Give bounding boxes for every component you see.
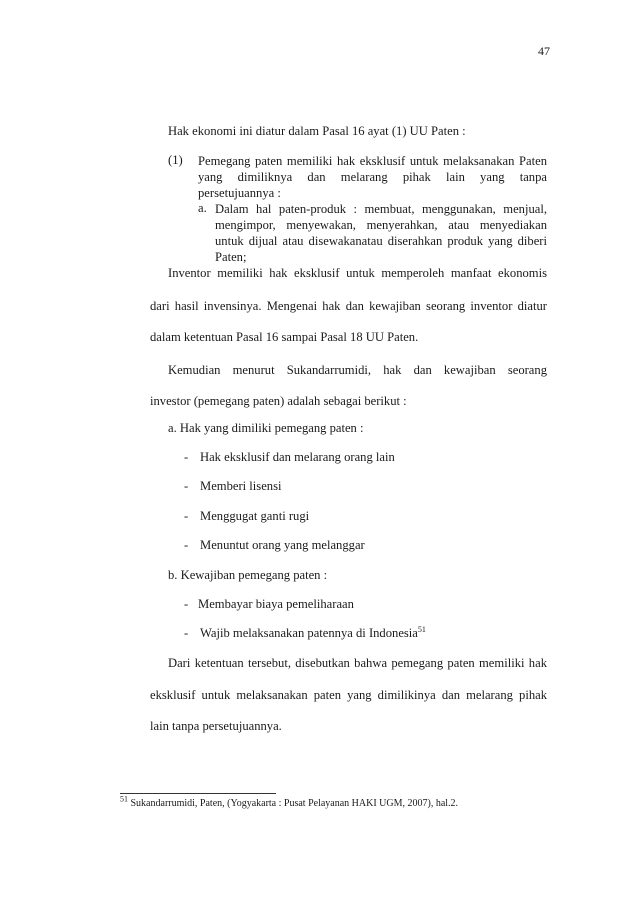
paragraph-line: lain tanpa persetujuannya. <box>150 719 282 733</box>
article-sub-marker: a. <box>198 201 207 215</box>
obligations-item: Membayar biaya pemeliharaan <box>198 597 354 611</box>
footnote <box>120 794 459 809</box>
article-line: persetujuannya : <box>198 186 281 200</box>
footnote-number: 51 <box>120 794 128 804</box>
paragraph-line: eksklusif untuk melaksanakan paten yang dimilikinya dan melarang pihak <box>150 688 547 702</box>
paragraph-line: Kemudian menurut Sukandarrumidi, hak dan kewajiban seorang <box>168 363 547 377</box>
rights-item: Menuntut orang yang melanggar <box>200 538 365 552</box>
footnote-reference: 51 <box>417 624 426 634</box>
obligations-heading: b. Kewajiban pemegang paten : <box>168 568 328 582</box>
footnote-text: Sukandarrumidi, Paten, (Yogyakarta : Pusat Pelayanan HAKI UGM, 2007), hal.2. <box>128 798 459 809</box>
bullet-dash: - <box>184 509 189 523</box>
paragraph-line: investor (pemegang paten) adalah sebagai berikut : <box>150 394 407 408</box>
article-text <box>198 153 547 201</box>
page-number: 47 <box>538 44 550 58</box>
paragraph-3-second-line <box>150 687 547 703</box>
obligations-item-with-footnote <box>200 626 426 641</box>
paragraph-2-first-line <box>168 362 547 378</box>
obligations-item: Wajib melaksanakan patennya di Indonesia <box>200 626 418 640</box>
bullet-dash: - <box>184 538 189 552</box>
bullet-dash: - <box>184 450 189 464</box>
bullet-dash: - <box>184 626 189 640</box>
article-sub-line: mengimpor, menyewakan, menyerahkan, atau menyediakan <box>215 218 547 232</box>
paragraph-line: Inventor memiliki hak eksklusif untuk memperoleh manfaat ekonomis <box>168 266 547 280</box>
paragraph-1-first-line <box>168 265 547 281</box>
bullet-dash: - <box>184 597 189 611</box>
rights-item: Hak eksklusif dan melarang orang lain <box>200 450 395 464</box>
article-sub-line: Paten; <box>215 250 247 264</box>
paragraph-3-first-line <box>168 655 547 671</box>
paragraph-line: dalam ketentuan Pasal 16 sampai Pasal 18 UU Paten. <box>150 330 419 344</box>
paragraph-1-second-line <box>150 298 547 314</box>
rights-item: Menggugat ganti rugi <box>200 509 310 523</box>
article-sub-line: Dalam hal paten-produk : membuat, menggunakan, menjual, <box>215 202 547 216</box>
bullet-dash: - <box>184 479 189 493</box>
paragraph-line: Dari ketentuan tersebut, disebutkan bahwa pemegang paten memiliki hak <box>168 656 547 670</box>
footnote-separator <box>120 793 276 794</box>
article-number: (1) <box>168 153 183 167</box>
rights-item: Memberi lisensi <box>200 479 282 493</box>
intro-line: Hak ekonomi ini diatur dalam Pasal 16 ayat (1) UU Paten : <box>168 124 466 138</box>
article-sub-text <box>215 201 547 265</box>
article-line: yang dimiliknya dan melarang pihak lain yang tanpa <box>198 170 547 184</box>
rights-heading: a. Hak yang dimiliki pemegang paten : <box>168 421 364 435</box>
article-sub-line: untuk dijual atau disewakanatau diserahkan produk yang diberi <box>215 234 547 248</box>
paragraph-line: dari hasil invensinya. Mengenai hak dan kewajiban seorang inventor diatur <box>150 299 547 313</box>
article-line: Pemegang paten memiliki hak eksklusif untuk melaksanakan Paten <box>198 154 547 168</box>
